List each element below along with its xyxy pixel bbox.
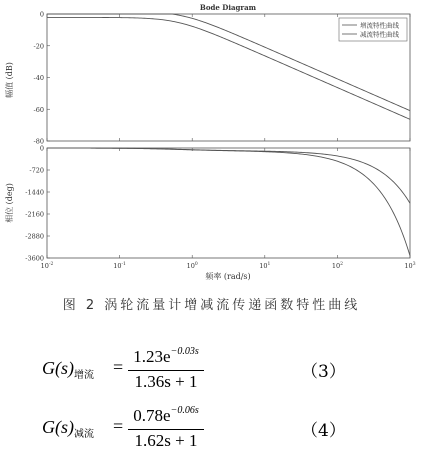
legend <box>339 18 407 41</box>
xtick-label: $10^2$ <box>331 262 343 270</box>
denominator: 1.62s + 1 <box>134 431 198 450</box>
phase-ytick-label: -2160 <box>25 210 44 219</box>
xtick-label: $10^1$ <box>259 262 271 270</box>
equation-fraction <box>128 405 204 451</box>
phase-ylabel: 相位 (deg) <box>5 183 14 223</box>
denominator: 1.36s + 1 <box>134 372 198 391</box>
phase-ytick-label: -720 <box>29 166 44 175</box>
magnitude-ytick-label: 0 <box>39 10 44 19</box>
fraction-bar <box>128 370 204 371</box>
x-axis-label: 频率 (rad/s) <box>205 272 251 281</box>
equation-fraction <box>128 346 204 392</box>
numerator: $0.78e^{-0.06s}$ <box>133 405 199 425</box>
equation-subscript: 减流 <box>74 429 94 440</box>
equation-lhs: $G(s)_{增流}$ <box>42 358 94 381</box>
phase-curve-1 <box>47 148 410 203</box>
equation-3 <box>0 346 423 396</box>
equation-number: （3） <box>301 362 346 382</box>
xtick-label: $10^0$ <box>186 262 198 270</box>
magnitude-ytick-label: -60 <box>33 105 44 114</box>
magnitude-ytick-label: -20 <box>33 42 44 51</box>
equation-subscript: 增流 <box>74 370 94 381</box>
phase-ytick-label: -2880 <box>25 232 44 241</box>
magnitude-ylabel: 幅值 (dB) <box>5 62 14 98</box>
equation-lhs: $G(s)_{减流}$ <box>42 417 94 440</box>
fraction-bar <box>128 429 204 430</box>
figure-title: Bode Diagram <box>199 3 257 12</box>
magnitude-ytick-label: -80 <box>33 137 44 146</box>
equation-number: （4） <box>301 421 346 441</box>
xtick-label: $10^3$ <box>404 262 416 270</box>
magnitude-ytick-label: -40 <box>33 74 44 82</box>
phase-ytick-label: -3600 <box>25 254 44 263</box>
equals-sign: = <box>113 357 124 377</box>
xtick-label: $10^{-1}$ <box>113 262 126 270</box>
phase-curve-2 <box>47 148 410 256</box>
numerator: $1.23e^{-0.03s}$ <box>133 346 199 366</box>
legend-label-2: 减流特性曲线 <box>360 30 399 39</box>
phase-ytick-label: -1440 <box>25 188 44 197</box>
xtick-label: $10^{-2}$ <box>40 262 54 270</box>
legend-label-1: 增流特性曲线 <box>360 21 399 30</box>
equals-sign: = <box>113 416 124 436</box>
figure-caption: 图 2 涡轮流量计增减流传递函数特性曲线 <box>62 298 361 313</box>
equation-4 <box>0 405 423 455</box>
phase-ytick-label: 0 <box>39 144 44 153</box>
phase-axes <box>47 148 410 258</box>
